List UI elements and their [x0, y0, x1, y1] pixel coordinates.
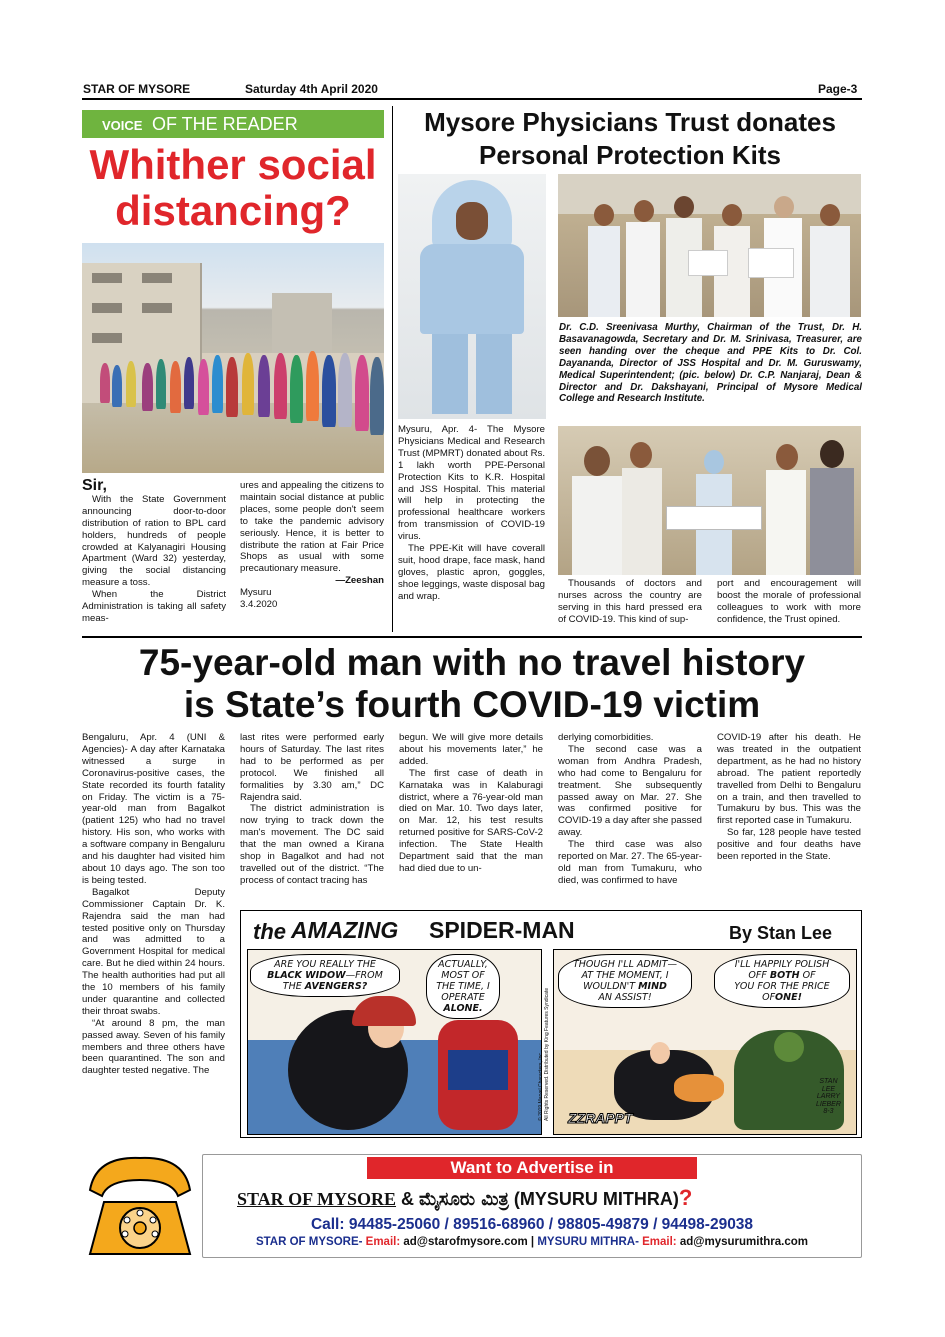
- ad-star-of-mysore: STAR OF MYSORE: [237, 1189, 397, 1209]
- ppe-column-3: [717, 578, 861, 626]
- ppe-headline-line1: Mysore Physicians Trust donates: [424, 107, 836, 137]
- ppe-column-2: [558, 578, 702, 626]
- signature-4: LIEBER: [816, 1100, 841, 1108]
- covid-column-5: [717, 732, 861, 863]
- comic-sfx: ZZRAPPT: [568, 1110, 633, 1126]
- signature-1: STAN: [819, 1078, 838, 1085]
- covid-paragraph-4: last rites were performed early hours of Saturday. The last rites had to be performed as per protocol. We finished all formalities by 3.30 am,” DC Rajendra said.: [240, 732, 384, 803]
- comic-title-bar: [241, 911, 860, 945]
- voice-tag-rest: OF THE READER: [152, 114, 298, 134]
- ad-mysuru-mithra: (MYSURU MITHRA): [513, 1189, 679, 1209]
- covid-headline: [82, 642, 862, 726]
- voice-tag-bar: [82, 110, 384, 138]
- comic-copyright: [538, 988, 550, 1121]
- covid-headline-line1: 75-year-old man with no travel history: [138, 642, 806, 683]
- bubble-4-emphasis: BOTH: [769, 970, 800, 981]
- ad-publications: [237, 1185, 837, 1211]
- ad-email2-label: MYSURU MITHRA-: [537, 1236, 639, 1248]
- covid-paragraph-2: Bagalkot Deputy Commissioner Captain Dr. K. Rajendra said the man had tested positive only on Thursday and was admitted to a Government Hospital for medical care. But he died within 24 hours. The health authorities had put all the 10 members of his family under quarantine and collected their throat swabs.: [82, 886, 225, 1017]
- bubble-4-text-5: OF: [762, 992, 776, 1003]
- ad-email2[interactable]: ad@mysurumithra.com: [679, 1236, 809, 1248]
- speech-bubble-3: [558, 954, 692, 1008]
- handover-photo-1: [558, 174, 861, 317]
- voice-column-1: [82, 477, 226, 625]
- covid-paragraph-8: derlying comorbidities.: [558, 732, 654, 743]
- speech-bubble-4: [714, 954, 850, 1008]
- voice-salutation: Sir,: [82, 477, 107, 494]
- speech-bubble-2: [426, 954, 500, 1019]
- bubble-2-emphasis: ALONE.: [443, 1003, 483, 1014]
- comic-signature: [816, 1078, 841, 1116]
- covid-paragraph-10: The third case was also reported on Mar. 27. The 65-year-old man from Tumakuru, who died, was confirmed to have: [558, 839, 702, 886]
- covid-column-2: [240, 732, 384, 887]
- comic-credit-2: All Rights Reserved. Distributed by King Features Syndicate: [544, 987, 550, 1121]
- voice-signature: —Zeeshan: [335, 575, 384, 587]
- voice-headline-line2: distancing?: [115, 187, 351, 234]
- covid-paragraph-12: So far, 128 people have tested positive and four deaths have been reported in the State.: [717, 827, 861, 863]
- comic-panel-2: [553, 949, 857, 1135]
- covid-paragraph-11: COVID-19 after his death. He was treated in the outpatient department, as he had no history abroad. The patient reportedly travelled from Delhi to Bengaluru on a train, and then travelled to Tumakuru by bus. This was the first reported case in Tumakuru.: [717, 732, 861, 827]
- ad-emails: [202, 1236, 862, 1248]
- covid-paragraph-9: The second case was a woman from Andhra Pradesh, who had come to Bengaluru for treatment. She subsequently passed away on Mar. 27. She was confirmed positive for COVID-19 a day after she passed away.: [558, 743, 702, 839]
- ad-kannada-title: ಮೈಸೂರು ಮಿತ್ರ: [419, 1189, 509, 1210]
- ppe-paragraph-3: Thousands of doctors and nurses across the country are serving in this hard pressed era of COVID-19. This kind of sup-: [558, 578, 702, 625]
- ppe-headline: [396, 106, 864, 172]
- voice-date: 3.4.2020: [240, 599, 278, 611]
- header-rule: [82, 98, 862, 100]
- ad-email1-label: STAR OF MYSORE-: [255, 1236, 363, 1248]
- covid-column-1: [82, 732, 225, 1077]
- bubble-4-emphasis-2: ONE!: [775, 992, 802, 1003]
- comic-title-rest: SPIDER-MAN: [429, 917, 575, 943]
- comic-byline: By Stan Lee: [729, 923, 833, 943]
- covid-paragraph-7: The first case of death in Karnataka was in Kalaburagi district, where a 76-year-old man died on Mar. 10. Two days later, on Mar. 12, his test results returned positive for SARS-CoV-2 infection. The State Health Department said that the man had died due to un-: [399, 767, 543, 874]
- signature-3: LARRY: [816, 1093, 840, 1100]
- crowd-photo: [82, 243, 384, 473]
- ad-ampersand: &: [401, 1189, 415, 1209]
- bubble-4-text-3: OF: [802, 970, 816, 981]
- comic-title-amazing: AMAZING: [291, 917, 399, 943]
- section-rule: [82, 636, 862, 638]
- voice-paragraph-3: ures and appealing the citizens to maintain social distance at public places, some people don't seem to take the pandemic advisory seriously. Hence, it is better to distribute the ration at Fair Price Shops as usual with some precautionary measure.: [240, 480, 384, 575]
- comic-strip: [240, 910, 862, 1138]
- bubble-1-text-1: ARE YOU REALLY THE: [274, 959, 376, 970]
- comic-credit-1: © 2019 Marvel Characters, Inc.: [538, 1051, 544, 1121]
- handover-photo-2: [558, 426, 861, 575]
- bubble-1-text-3: —FROM: [345, 970, 383, 981]
- ppe-photo-caption: Dr. C.D. Sreenivasa Murthy, Chairman of the Trust, Dr. H. Basavanagowda, Secretary and Dr. M. Srinivasa, Treasurer, are seen handing over the cheque and PPE Kits to Dr. Col. Dayananda, Director of JSS Hospital and Dr. M. Guruswamy, Medical Superintendent; (pic. below) Dr. C.P. Nanjaraj, Dean & Director and Dr. Dakshayani, Principal of Mysore Medical College and Research Institute.: [559, 322, 862, 405]
- voice-column-2: [240, 480, 384, 611]
- telephone-icon: [82, 1150, 198, 1260]
- comic-title-the: the: [253, 919, 286, 944]
- ad-call-numbers: Call: 94485-25060 / 89516-68960 / 98805-49879 / 94498-29038: [310, 1216, 754, 1233]
- ad-banner: Want to Advertise in: [367, 1157, 697, 1179]
- ppe-paragraph-2: The PPE-Kit will have coverall suit, hood drape, face mask, hand gloves, plastic apron, goggles, shoe leggings, waste disposal bag and wrap.: [398, 543, 545, 602]
- voice-paragraph-2: When the District Administration is taking all safety meas-: [82, 589, 226, 624]
- speech-bubble-1: [250, 954, 400, 997]
- bubble-4-text-1: I'LL HAPPILY POLISH: [734, 959, 830, 970]
- voice-headline-line1: Whither social: [89, 141, 377, 188]
- ad-question-mark: ?: [678, 1185, 693, 1210]
- covid-column-4: [558, 732, 702, 887]
- covid-column-3: [399, 732, 543, 875]
- bubble-4-text-2: OFF: [748, 970, 767, 981]
- ad-email1[interactable]: ad@starofmysore.com: [403, 1236, 528, 1248]
- bubble-3-emphasis: MIND: [638, 981, 667, 992]
- bubble-3-text-2: AT THE MOMENT, I: [581, 970, 669, 981]
- covid-headline-line2: is State’s fourth COVID-19 victim: [183, 684, 761, 725]
- ppe-suit-photo: [398, 174, 546, 419]
- voice-tag-bold: VOICE: [102, 118, 143, 133]
- signature-2: LEE: [821, 1085, 836, 1093]
- voice-paragraph-1: With the State Government announcing door-to-door distribution of ration to BPL card holders, hundreds of people crowded at Kalyanagiri Housing Apartment (Ward 32) yesterday, giving the social distancing measure a toss.: [82, 493, 226, 589]
- covid-paragraph-1: Bengaluru, Apr. 4 (UNI & Agencies)- A day after Karnataka witnessed a surge in Coronavirus-positive cases, the State recorded its fourth fatality on Friday. The victim is a 75-year-old man from Bagalkot (patient 125) who had no travel history. His son, who works with a software company in Bengaluru and his daughter had visited him about 10 days ago. The son too is being tested.: [82, 732, 225, 886]
- page-number: Page-3: [818, 82, 858, 96]
- bubble-3-text-3: WOULDN'T: [583, 981, 636, 992]
- bubble-1-text-2: BLACK WIDOW: [267, 970, 346, 981]
- masthead-name: STAR OF MYSORE: [83, 82, 191, 96]
- covid-paragraph-3: “At around 8 pm, the man passed away. Seven of his family members and three others have been quarantined. The son and daughter tested negative. The: [82, 1017, 225, 1077]
- bubble-1-text-5: AVENGERS?: [304, 981, 368, 992]
- masthead-date: Saturday 4th April 2020: [245, 82, 378, 96]
- voice-place: Mysuru: [240, 587, 272, 599]
- ad-email1-key: Email:: [365, 1236, 401, 1248]
- voice-headline: [82, 142, 384, 234]
- comic-panel-1: [247, 949, 542, 1135]
- ppe-column-1: [398, 424, 545, 603]
- bubble-3-text-1: THOUGH I'LL ADMIT—: [572, 959, 678, 970]
- ppe-paragraph-4: port and encouragement will boost the morale of professional colleagues to work with more confidence, the Trust opined.: [717, 578, 861, 625]
- covid-paragraph-6: begun. We will give more details about his movements later,” he added.: [399, 732, 543, 767]
- ppe-paragraph-1: Mysuru, Apr. 4- The Mysore Physicians Medical and Research Trust (MPMRT) donated about Rs. 1 lakh worth PPE-Personal Protection Kits to K.R. Hospital and JSS Hospital. This material will help in protecting the professional healthcare workers from transmission of COVID-19 virus.: [398, 424, 545, 543]
- column-divider: [392, 106, 393, 632]
- bubble-2-text: ACTUALLY, MOST OF THE TIME, I OPERATE: [436, 959, 490, 1003]
- covid-paragraph-5: The district administration is now trying to track down the man's movement. The DC said that the man owned a Kirana shop in Bagalkot and had not travelled out of the district. “The process of contact tracing has: [240, 803, 384, 886]
- bubble-1-text-4: THE: [282, 981, 302, 992]
- bubble-4-text-4: YOU FOR THE PRICE: [734, 981, 830, 992]
- advertisement: [82, 1150, 862, 1260]
- signature-5: 8-3: [823, 1108, 834, 1115]
- ad-email2-key: Email:: [642, 1236, 677, 1248]
- ad-email-separator: |: [530, 1236, 535, 1248]
- bubble-3-text-4: AN ASSIST!: [598, 992, 652, 1003]
- ppe-headline-line2: Personal Protection Kits: [479, 140, 781, 170]
